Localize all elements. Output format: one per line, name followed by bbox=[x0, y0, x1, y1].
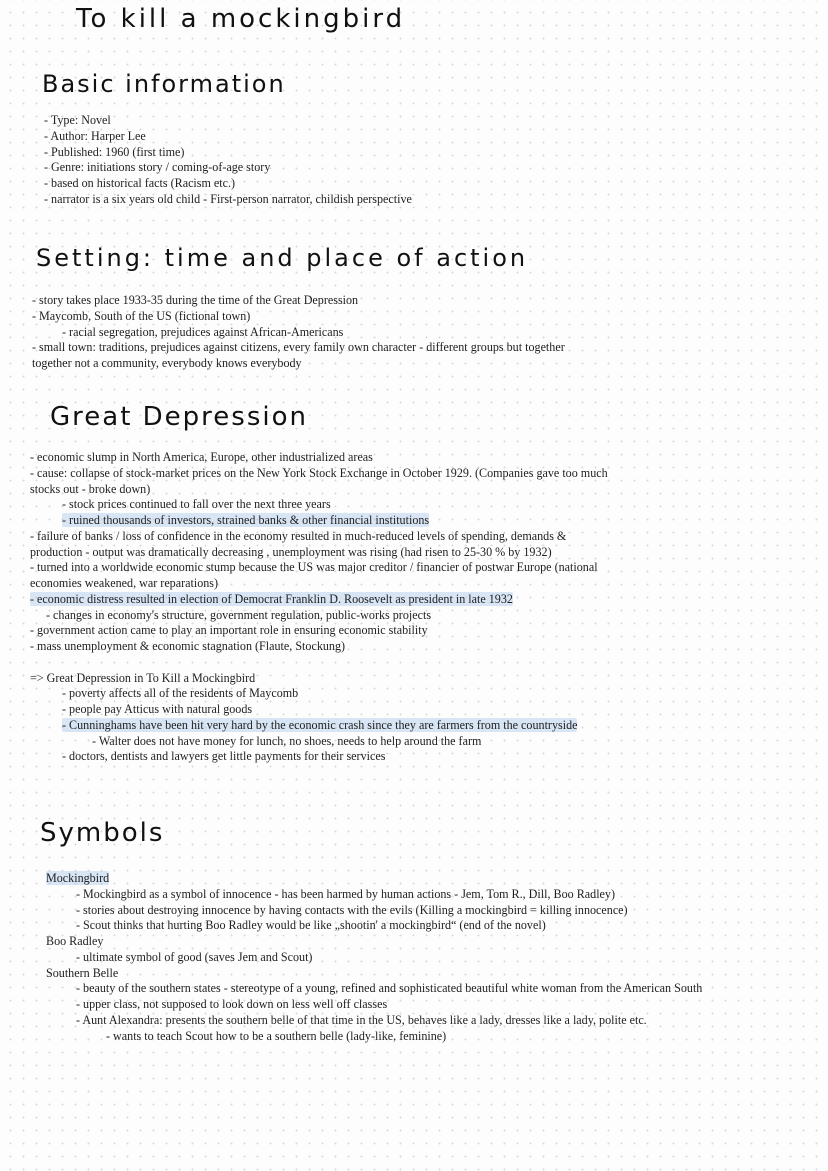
note-line bbox=[30, 528, 566, 544]
note-line bbox=[30, 670, 255, 686]
note-line-text: - Type: Novel bbox=[44, 113, 111, 127]
note-line bbox=[46, 870, 109, 886]
note-line-text: - Mockingbird as a symbol of innocence - has been harmed by human actions - Jem, Tom R., Dill, Boo Radley) bbox=[76, 886, 616, 901]
note-line-text: - Walter does not have money for lunch, no shoes, needs to help around the farm bbox=[92, 733, 482, 748]
note-line-text: Southern Belle bbox=[46, 965, 119, 980]
note-line-text: - stock prices continued to fall over the next three years bbox=[62, 497, 331, 512]
note-line-text: - Genre: initiations story / coming-of-age story bbox=[44, 160, 271, 175]
note-line bbox=[30, 481, 150, 497]
note-line bbox=[44, 191, 412, 207]
note-line-text: - turned into a worldwide economic stump because the US was major creditor / financier of postwar Europe (national bbox=[30, 560, 598, 575]
note-line bbox=[30, 544, 552, 560]
heading-basic-information: Basic information bbox=[42, 70, 286, 98]
note-line-text: - small town: traditions, prejudices against citizens, every family own character - different groups but together bbox=[32, 340, 565, 355]
note-line-text: - racial segregation, prejudices against African-Americans bbox=[62, 324, 344, 339]
note-line bbox=[30, 449, 373, 465]
note-line-text: - stories about destroying innocence by having contacts with the evils (Killing a mockingbird = killing innocence) bbox=[76, 902, 628, 917]
note-line-text: - economic slump in North America, Europe, other industrialized areas bbox=[30, 450, 373, 464]
note-line bbox=[44, 175, 235, 191]
note-line-text: - story takes place 1933-35 during the time of the Great Depression bbox=[32, 293, 359, 307]
note-line bbox=[46, 933, 103, 949]
note-line-text: together not a community, everybody knows everybody bbox=[32, 356, 302, 370]
note-line-text: - narrator is a six years old child - First-person narrator, childish perspective bbox=[44, 191, 412, 206]
heading-setting: Setting: time and place of action bbox=[36, 244, 529, 272]
note-line bbox=[76, 949, 312, 965]
note-line bbox=[44, 159, 270, 175]
note-line bbox=[76, 996, 387, 1012]
note-line-text: => Great Depression in To Kill a Mockingbird bbox=[30, 670, 256, 685]
note-line-text: - based on historical facts (Racism etc.) bbox=[44, 176, 236, 190]
note-line-text: - changes in economy's structure, government regulation, public-works projects bbox=[46, 607, 432, 622]
note-line-text: - Published: 1960 (first time) bbox=[44, 144, 185, 159]
note-line-text: - ruined thousands of investors, strained banks & other financial institutions bbox=[62, 513, 430, 527]
note-line bbox=[76, 1012, 647, 1028]
note-line bbox=[92, 733, 481, 749]
heading-symbols: Symbols bbox=[40, 818, 165, 848]
note-line-text: - government action came to play an important role in ensuring economic stability bbox=[30, 623, 428, 638]
note-line bbox=[106, 1028, 446, 1044]
note-line-text: - Cunninghams have been hit very hard by the economic crash since they are farmers from the countryside bbox=[62, 717, 578, 732]
note-line bbox=[44, 144, 184, 160]
note-line bbox=[76, 980, 702, 996]
note-line-text: - upper class, not supposed to look down on less well off classes bbox=[76, 997, 388, 1011]
note-line bbox=[62, 748, 385, 764]
note-line-text: - Author: Harper Lee bbox=[44, 128, 146, 143]
note-line-text: Mockingbird bbox=[46, 871, 110, 885]
note-line bbox=[62, 324, 343, 340]
note-line bbox=[62, 685, 298, 701]
note-line bbox=[30, 622, 428, 638]
note-line-text: - Aunt Alexandra: presents the southern belle of that time in the US, behaves like a lady, dresses like a lady, polite etc. bbox=[76, 1012, 647, 1027]
note-line-text: - Scout thinks that hurting Boo Radley would be like „shootin' a mockingbird“ (end of the novel) bbox=[76, 918, 546, 933]
note-line bbox=[30, 465, 608, 481]
note-line-text: economies weakened, war reparations) bbox=[30, 576, 219, 590]
note-line-text: Boo Radley bbox=[46, 934, 104, 948]
note-line-text: - beauty of the southern states - stereotype of a young, refined and sophisticated beautiful white woman from the American South bbox=[76, 981, 703, 996]
note-line bbox=[30, 559, 598, 575]
note-line-text: - poverty affects all of the residents of Maycomb bbox=[62, 686, 299, 701]
note-line-text: - cause: collapse of stock-market prices on the New York Stock Exchange in October 1929. (Companies gave too much bbox=[30, 465, 608, 480]
note-line bbox=[30, 591, 513, 607]
note-line bbox=[46, 965, 118, 981]
note-line bbox=[76, 902, 628, 918]
note-line bbox=[44, 112, 111, 128]
note-line bbox=[32, 308, 250, 324]
note-line bbox=[30, 575, 218, 591]
note-line bbox=[32, 292, 358, 308]
note-line-text: - failure of banks / loss of confidence in the economy resulted in much-reduced levels of spending, demands & bbox=[30, 528, 567, 543]
note-line bbox=[62, 496, 331, 512]
note-line bbox=[32, 339, 565, 355]
note-line-text: production - output was dramatically decreasing , unemployment was rising (had risen to 25-30 % by 1932) bbox=[30, 544, 552, 559]
note-line-text: - people pay Atticus with natural goods bbox=[62, 702, 253, 716]
note-line bbox=[62, 512, 429, 528]
note-line-text: stocks out - broke down) bbox=[30, 481, 151, 496]
note-line bbox=[44, 128, 146, 144]
note-line bbox=[62, 717, 577, 733]
note-line bbox=[62, 701, 252, 717]
note-line bbox=[32, 355, 302, 371]
note-line bbox=[30, 638, 345, 654]
note-line bbox=[76, 917, 546, 933]
note-line-text: - wants to teach Scout how to be a southern belle (lady-like, feminine) bbox=[106, 1028, 447, 1043]
note-line bbox=[76, 886, 615, 902]
page-title: To kill a mockingbird bbox=[76, 4, 406, 34]
note-line-text: - economic distress resulted in election of Democrat Franklin D. Roosevelt as president in late 1932 bbox=[30, 591, 513, 606]
note-line-text: - Maycomb, South of the US (fictional town) bbox=[32, 308, 251, 323]
heading-great-depression: Great Depression bbox=[50, 402, 308, 432]
note-line bbox=[46, 607, 431, 623]
note-line-text: - mass unemployment & economic stagnation (Flaute, Stockung) bbox=[30, 639, 346, 653]
note-line-text: - doctors, dentists and lawyers get little payments for their services bbox=[62, 749, 386, 764]
note-line-text: - ultimate symbol of good (saves Jem and Scout) bbox=[76, 949, 313, 964]
